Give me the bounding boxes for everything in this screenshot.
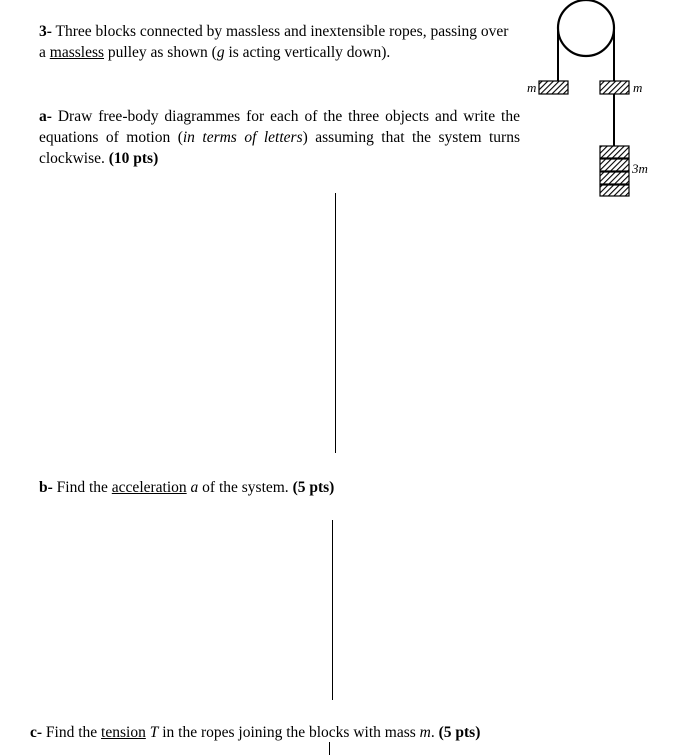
part-b-label: b- bbox=[39, 479, 53, 496]
left-block-label: m bbox=[527, 80, 537, 95]
part-b-points: (5 pts) bbox=[292, 479, 335, 496]
part-a-label: a- bbox=[39, 108, 52, 125]
part-b-question: b- Find the acceleration a of the system. (5 pts) bbox=[39, 479, 335, 496]
question-number: 3- bbox=[39, 23, 52, 40]
part-a-question: a- Draw free-body diagrammes for each of the three objects and write the equations of motion (in terms of letters) assuming that the system turns clockwise. (10 pts) bbox=[39, 108, 520, 167]
question-intro: 3- Three blocks connected by massless and inextensible ropes, passing over a massless pulley as shown (g is acting vertically down). bbox=[39, 23, 509, 61]
hanging-block-3m bbox=[600, 146, 629, 196]
part-a-points: (10 pts) bbox=[108, 150, 159, 167]
right-block-m bbox=[600, 81, 629, 94]
pulley-icon bbox=[558, 0, 614, 56]
pulley-system-figure bbox=[515, 0, 675, 205]
part-c-points: (5 pts) bbox=[438, 724, 481, 741]
part-c-label: c- bbox=[30, 724, 43, 741]
hanging-block-label: 3m bbox=[632, 161, 648, 176]
answer-area-divider-c bbox=[329, 742, 330, 755]
answer-area-divider-a bbox=[335, 193, 336, 453]
left-block-m bbox=[539, 81, 568, 94]
answer-area-divider-b bbox=[332, 520, 333, 700]
right-block-label: m bbox=[633, 80, 643, 95]
part-c-question: c- Find the tension T in the ropes joining the blocks with mass m. (5 pts) bbox=[30, 724, 481, 741]
